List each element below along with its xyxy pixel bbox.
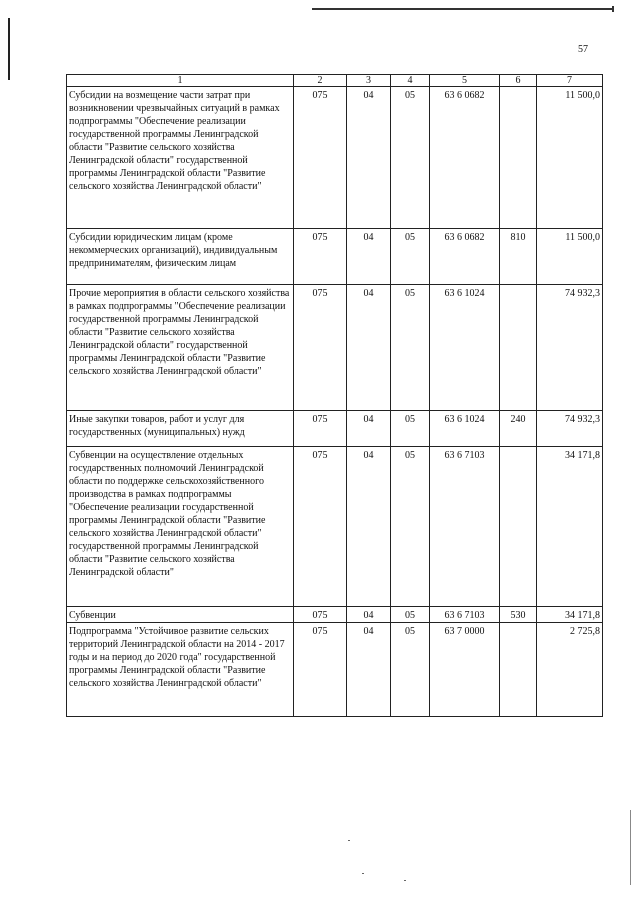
column-header: 6 bbox=[500, 75, 537, 87]
cell-section: 04 bbox=[347, 411, 391, 447]
cell-amount: 74 932,3 bbox=[537, 411, 603, 447]
table-row bbox=[67, 623, 603, 717]
cell-amount: 34 171,8 bbox=[537, 447, 603, 607]
row-name: Прочие мероприятия в области сельского хозяйства в рамках подпрограммы "Обеспечение реализации государственной программы Ленинградской области "Развитие сельского хозяйства Ленинградской области" государственной программы Ленинградской области "Развитие сельского хозяйства Ленинградской области" bbox=[67, 285, 294, 411]
cell-section: 04 bbox=[347, 285, 391, 411]
cell-section: 04 bbox=[347, 87, 391, 229]
cell-section: 04 bbox=[347, 623, 391, 717]
cell-section: 04 bbox=[347, 607, 391, 623]
cell-code: 075 bbox=[294, 285, 347, 411]
cell-target: 63 6 1024 bbox=[430, 411, 500, 447]
row-name: Субсидии юридическим лицам (кроме некоммерческих организаций), индивидуальным предпринимателям, физическим лицам bbox=[67, 229, 294, 285]
cell-amount: 11 500,0 bbox=[537, 87, 603, 229]
table-row bbox=[67, 447, 603, 607]
cell-subsection: 05 bbox=[391, 411, 430, 447]
cell-subsection: 05 bbox=[391, 623, 430, 717]
row-name: Подпрограмма "Устойчивое развитие сельских территорий Ленинградской области на 2014 - 2017 годы и на период до 2020 года" государственной программы Ленинградской области "Развитие сельского хозяйства Ленинградской области" bbox=[67, 623, 294, 717]
cell-type bbox=[500, 285, 537, 411]
scan-speck bbox=[362, 873, 364, 874]
cell-target: 63 6 7103 bbox=[430, 607, 500, 623]
table-row bbox=[67, 285, 603, 411]
cell-type bbox=[500, 623, 537, 717]
table-row bbox=[67, 607, 603, 623]
cell-type bbox=[500, 87, 537, 229]
cell-target: 63 6 1024 bbox=[430, 285, 500, 411]
cell-code: 075 bbox=[294, 229, 347, 285]
row-name: Субвенции на осуществление отдельных государственных полномочий Ленинградской области по поддержке сельскохозяйственного производства в рамках подпрограммы "Обеспечение реализации государственной программы Ленинградской области "Развитие сельского хозяйства Ленинградской области" государственной программы Ленинградской области "Развитие сельского хозяйства Ленинградской области" bbox=[67, 447, 294, 607]
cell-amount: 2 725,8 bbox=[537, 623, 603, 717]
cell-amount: 74 932,3 bbox=[537, 285, 603, 411]
cell-type bbox=[500, 447, 537, 607]
scan-right-edge bbox=[630, 810, 631, 885]
column-header: 5 bbox=[430, 75, 500, 87]
cell-section: 04 bbox=[347, 229, 391, 285]
scan-top-rule bbox=[312, 8, 612, 10]
row-name: Иные закупки товаров, работ и услуг для государственных (муниципальных) нужд bbox=[67, 411, 294, 447]
cell-type: 530 bbox=[500, 607, 537, 623]
cell-target: 63 6 7103 bbox=[430, 447, 500, 607]
cell-type: 240 bbox=[500, 411, 537, 447]
cell-amount: 11 500,0 bbox=[537, 229, 603, 285]
cell-code: 075 bbox=[294, 623, 347, 717]
scan-mark bbox=[612, 6, 614, 12]
row-name: Субсидии на возмещение части затрат при возникновении чрезвычайных ситуаций в рамках подпрограммы "Обеспечение реализации государственной программы Ленинградской области "Развитие сельского хозяйства Ленинградской области" государственной программы Ленинградской области "Развитие сельского хозяйства Ленинградской области" bbox=[67, 87, 294, 229]
column-header: 1 bbox=[67, 75, 294, 87]
column-header: 2 bbox=[294, 75, 347, 87]
cell-code: 075 bbox=[294, 411, 347, 447]
cell-subsection: 05 bbox=[391, 229, 430, 285]
table-row bbox=[67, 229, 603, 285]
page-number: 57 bbox=[578, 44, 588, 55]
cell-section: 04 bbox=[347, 447, 391, 607]
column-header: 3 bbox=[347, 75, 391, 87]
table-header-row bbox=[67, 75, 603, 87]
cell-code: 075 bbox=[294, 607, 347, 623]
cell-subsection: 05 bbox=[391, 607, 430, 623]
cell-type: 810 bbox=[500, 229, 537, 285]
scan-speck bbox=[348, 840, 350, 841]
cell-code: 075 bbox=[294, 87, 347, 229]
cell-subsection: 05 bbox=[391, 285, 430, 411]
table-row bbox=[67, 411, 603, 447]
cell-amount: 34 171,8 bbox=[537, 607, 603, 623]
scan-speck bbox=[404, 880, 406, 881]
cell-target: 63 6 0682 bbox=[430, 229, 500, 285]
cell-code: 075 bbox=[294, 447, 347, 607]
budget-table bbox=[66, 74, 603, 717]
column-header: 7 bbox=[537, 75, 603, 87]
cell-target: 63 7 0000 bbox=[430, 623, 500, 717]
cell-subsection: 05 bbox=[391, 447, 430, 607]
cell-target: 63 6 0682 bbox=[430, 87, 500, 229]
column-header: 4 bbox=[391, 75, 430, 87]
table-row bbox=[67, 87, 603, 229]
row-name: Субвенции bbox=[67, 607, 294, 623]
cell-subsection: 05 bbox=[391, 87, 430, 229]
scan-left-edge bbox=[8, 18, 10, 80]
